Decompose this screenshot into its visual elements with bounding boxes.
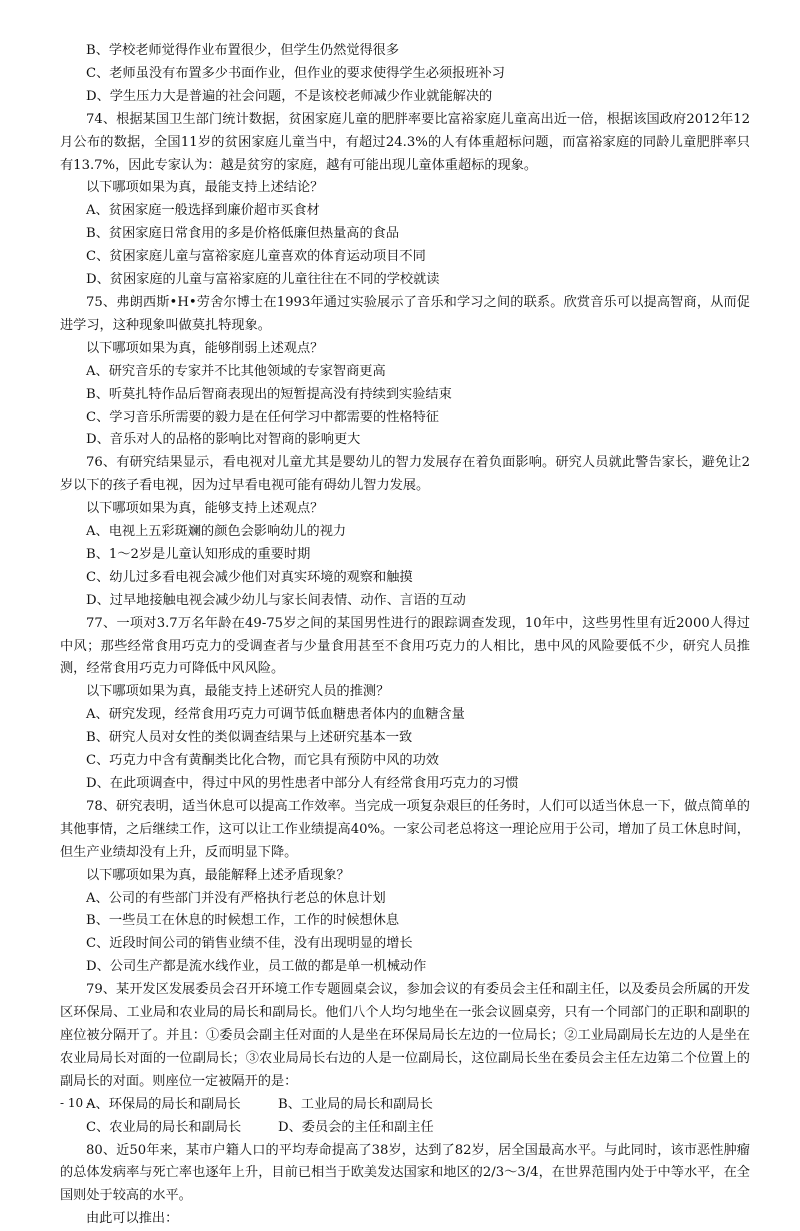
option-b: B、工业局的局长和副局长	[278, 1094, 433, 1117]
question-77	[60, 613, 750, 796]
option-a: A、贫困家庭一般选择到廉价超市买食材	[60, 200, 750, 223]
question-74	[60, 109, 750, 292]
page-number: - 10 -	[60, 1096, 91, 1110]
option-c: C、学习音乐所需要的毅力是在任何学习中都需要的性格特征	[60, 407, 750, 430]
option-b: B、研究人员对女性的类似调查结果与上述研究基本一致	[60, 727, 750, 750]
option-c: C、幼儿过多看电视会减少他们对真实环境的观察和触摸	[60, 567, 750, 590]
question-73-tail	[60, 40, 750, 109]
question-stem: 77、一项对3.7万名年龄在49-75岁之间的某国男性进行的跟踪调查发现，10年中，这些男性里有近2000人得过中风；那些经常食用巧克力的受调查者与少量食用甚至不食用巧克力的人相比，患中风的风险要低不少，研究人员推测，经常食用巧克力可降低中风风险。	[60, 613, 750, 682]
option-b: B、听莫扎特作品后智商表现出的短暂提高没有持续到实验结束	[60, 384, 750, 407]
question-79	[60, 979, 750, 1139]
page-content	[60, 40, 750, 1231]
question-stem: 75、弗朗西斯•H•劳舍尔博士在1993年通过实验展示了音乐和学习之间的联系。欣赏音乐可以提高智商，从而促进学习，这种现象叫做莫扎特现象。	[60, 292, 750, 338]
question-prompt: 以下哪项如果为真，能够支持上述观点？	[60, 498, 750, 521]
option-d: D、过早地接触电视会减少幼儿与家长间表情、动作、言语的互动	[60, 590, 750, 613]
option-a: A、电视上五彩斑斓的颜色会影响幼儿的视力	[60, 521, 750, 544]
option-d: D、委员会的主任和副主任	[278, 1117, 434, 1140]
option-a: A、公司的有些部门并没有严格执行老总的休息计划	[60, 888, 750, 911]
option-b: B、贫困家庭日常食用的多是价格低廉但热量高的食品	[60, 223, 750, 246]
option-d: D、在此项调查中，得过中风的男性患者中部分人有经常食用巧克力的习惯	[60, 773, 750, 796]
option-b: B、一些员工在休息的时候想工作，工作的时候想休息	[60, 910, 750, 933]
option-a: A、环保局的局长和副局长	[86, 1094, 278, 1117]
question-prompt: 以下哪项如果为真，能够削弱上述观点？	[60, 338, 750, 361]
options-row-1	[60, 1094, 750, 1117]
question-75	[60, 292, 750, 452]
option-c: C、巧克力中含有黄酮类比化合物，而它具有预防中风的功效	[60, 750, 750, 773]
option-d: D、公司生产都是流水线作业，员工做的都是单一机械动作	[60, 956, 750, 979]
option-b: B、学校老师觉得作业布置很少，但学生仍然觉得很多	[60, 40, 750, 63]
option-a: A、研究音乐的专家并不比其他领域的专家智商更高	[60, 361, 750, 384]
question-stem: 76、有研究结果显示，看电视对儿童尤其是婴幼儿的智力发展存在着负面影响。研究人员就此警告家长，避免让2岁以下的孩子看电视，因为过早看电视可能有碍幼儿智力发展。	[60, 452, 750, 498]
question-76	[60, 452, 750, 612]
question-prompt: 以下哪项如果为真，最能支持上述结论？	[60, 177, 750, 200]
option-d: D、音乐对人的品格的影响比对智商的影响更大	[60, 429, 750, 452]
option-c: C、近段时间公司的销售业绩不佳，没有出现明显的增长	[60, 933, 750, 956]
question-prompt: 以下哪项如果为真，最能解释上述矛盾现象？	[60, 865, 750, 888]
question-stem: 79、某开发区发展委员会召开环境工作专题圆桌会议，参加会议的有委员会主任和副主任，以及委员会所属的开发区环保局、工业局和农业局的局长和副局长。他们八个人均匀地坐在一张会议圆桌旁，只有一个同部门的正职和副职的座位被分隔开了。并且：①委员会副主任对面的人是坐在环保局局长左边的一位局长；②工业局副局长左边的人是坐在农业局局长对面的一位副局长；③农业局局长右边的人是一位副局长，这位副局长坐在委员会主任左边第二个位置上的副局长的对面。则座位一定被隔开的是：	[60, 979, 750, 1094]
question-stem: 80、近50年来，某市户籍人口的平均寿命提高了38岁，达到了82岁，居全国最高水平。与此同时，该市恶性肿瘤的总体发病率与死亡率也逐年上升，目前已相当于欧美发达国家和地区的2/3～3/4，在世界范围内处于中等水平，在全国则处于较高的水平。	[60, 1140, 750, 1209]
question-80	[60, 1140, 750, 1231]
option-c: C、农业局的局长和副局长	[86, 1117, 278, 1140]
option-c: C、贫困家庭儿童与富裕家庭儿童喜欢的体育运动项目不同	[60, 246, 750, 269]
options-row-2	[60, 1117, 750, 1140]
option-d: D、贫困家庭的儿童与富裕家庭的儿童往往在不同的学校就读	[60, 269, 750, 292]
question-prompt: 由此可以推出：	[60, 1208, 750, 1231]
option-d: D、学生压力大是普遍的社会问题，不是该校老师减少作业就能解决的	[60, 86, 750, 109]
question-stem: 74、根据某国卫生部门统计数据，贫困家庭儿童的肥胖率要比富裕家庭儿童高出近一倍，根据该国政府2012年12月公布的数据，全国11岁的贫困家庭儿童当中，有超过24.3%的人有体重超标问题，而富裕家庭的同龄儿童肥胖率只有13.7%，因此专家认为：越是贫穷的家庭，越有可能出现儿童体重超标的现象。	[60, 109, 750, 178]
question-prompt: 以下哪项如果为真，最能支持上述研究人员的推测？	[60, 681, 750, 704]
question-78	[60, 796, 750, 979]
option-a: A、研究发现，经常食用巧克力可调节低血糖患者体内的血糖含量	[60, 704, 750, 727]
question-stem: 78、研究表明，适当休息可以提高工作效率。当完成一项复杂艰巨的任务时，人们可以适当休息一下，做点简单的其他事情，之后继续工作，这可以让工作业绩提高40%。一家公司老总将这一理论应用于公司，增加了员工休息时间，但生产业绩却没有上升，反而明显下降。	[60, 796, 750, 865]
option-b: B、1～2岁是儿童认知形成的重要时期	[60, 544, 750, 567]
option-c: C、老师虽没有布置多少书面作业，但作业的要求使得学生必须报班补习	[60, 63, 750, 86]
